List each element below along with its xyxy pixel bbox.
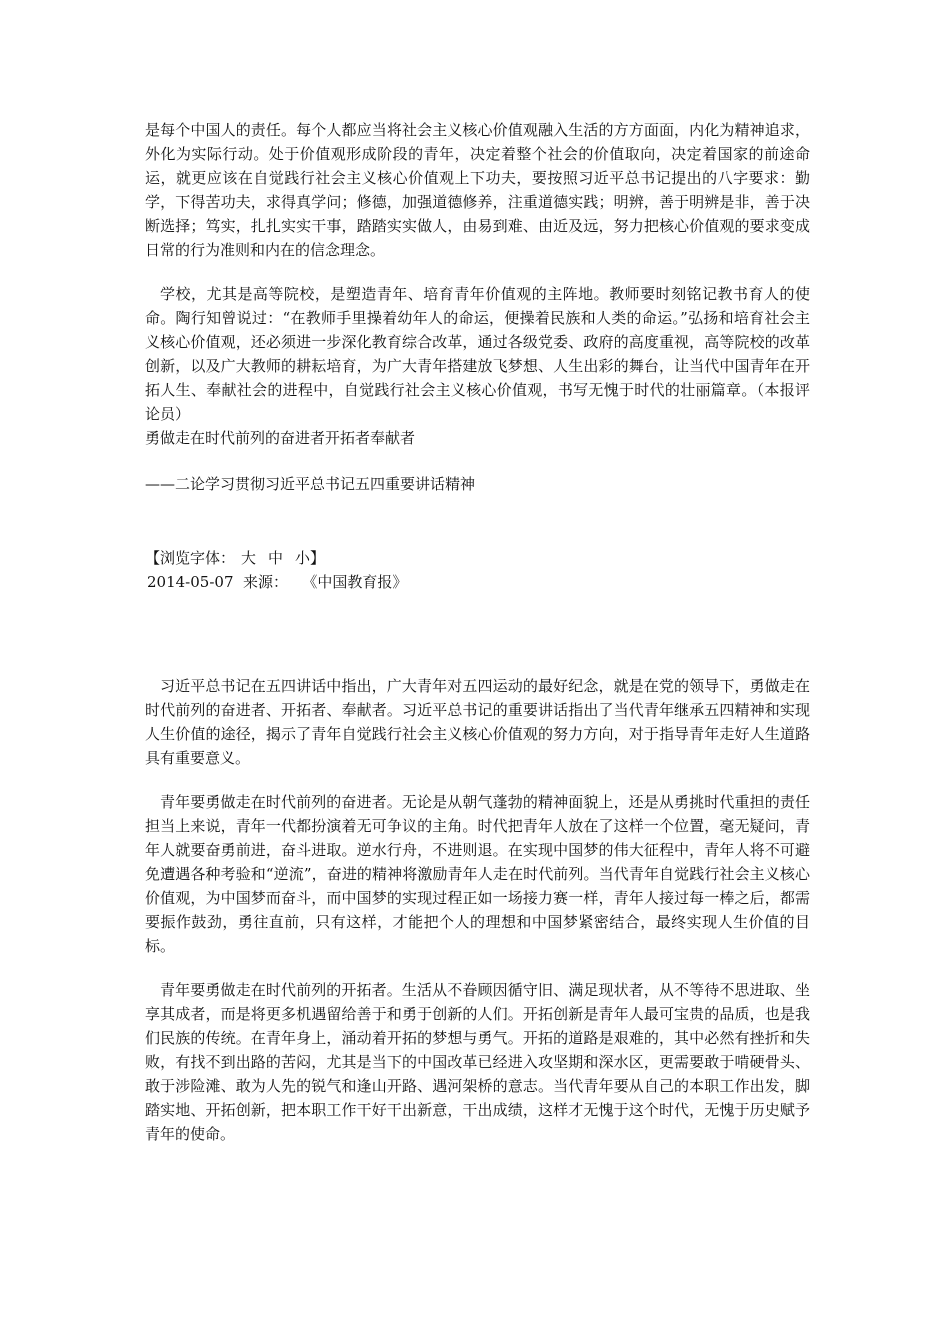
prev-paragraph-2: 学校，尤其是高等院校，是塑造青年、培育青年价值观的主阵地。教师要时刻铭记教书育人的使命。陶行知曾说过：“在教师手里操着幼年人的命运，便操着民族和人类的命运。”弘扬和培育社会主义核心价值观，还必须进一步深化教育综合改革，通过各级党委、政府的高度重视，高等院校的改革创新，以及广大教师的耕耘培育，为广大青年搭建放飞梦想、人生出彩的舞台，让当代中国青年在开拓人生、奉献社会的进程中，自觉践行社会主义核心价值观，书写无愧于时代的壮丽篇章。（本报评论员） xyxy=(145,285,810,423)
source-name: 《中国教育报》 xyxy=(302,573,408,591)
article-paragraph-1: 习近平总书记在五四讲话中指出，广大青年对五四运动的最好纪念，就是在党的领导下，勇做走在时代前列的奋进者、开拓者、奉献者。习近平总书记的重要讲话指出了当代青年继承五四精神和实现人生价值的途径，揭示了青年自觉践行社会主义核心价值观的努力方向，对于指导青年走好人生道路具有重要意义。 xyxy=(145,677,810,767)
article-paragraph-2: 青年要勇做走在时代前列的奋进者。无论是从朝气蓬勃的精神面貌上，还是从勇挑时代重担的责任担当上来说，青年一代都扮演着无可争议的主角。时代把青年人放在了这样一个位置，毫无疑问，青年人就要奋勇前进，奋斗进取。逆水行舟，不进则退。在实现中国梦的伟大征程中，青年人将不可避免遭遇各种考验和“逆流”，奋进的精神将激励青年人走在时代前列。当代青年自觉践行社会主义核心价值观，为中国梦而奋斗，而中国梦的实现过程正如一场接力赛一样，青年人接过每一棒之后，都需要振作鼓劲，勇往直前，只有这样，才能把个人的理想和中国梦紧密结合，最终实现人生价值的目标。 xyxy=(145,793,810,955)
font-medium-link[interactable]: 中 xyxy=(268,549,284,567)
publish-date: 2014-05-07 xyxy=(147,573,234,591)
spacer xyxy=(145,594,810,674)
article-subtitle: ——二论学习贯彻习近平总书记五四重要讲话精神 xyxy=(145,475,476,493)
source-label: 来源： xyxy=(243,573,289,591)
article-meta xyxy=(145,570,810,594)
font-size-label: 【浏览字体： xyxy=(145,549,236,567)
prev-paragraph-1: 是每个中国人的责任。每个人都应当将社会主义核心价值观融入生活的方方面面，内化为精神追求，外化为实际行动。处于价值观形成阶段的青年，决定着整个社会的价值取向，决定着国家的前途命运，就更应该在自觉践行社会主义核心价值观上下功夫，要按照习近平总书记提出的八字要求：勤学，下得苦功夫，求得真学问；修德，加强道德修养，注重道德实践；明辨，善于明辨是非，善于决断选择；笃实，扎扎实实干事，踏踏实实做人，由易到难、由近及远，努力把核心价值观的要求变成日常的行为准则和内在的信念理念。 xyxy=(145,121,810,259)
document-page xyxy=(145,118,810,1146)
article-paragraph-3: 青年要勇做走在时代前列的开拓者。生活从不眷顾因循守旧、满足现状者，从不等待不思进取、坐享其成者，而是将更多机遇留给善于和勇于创新的人们。开拓创新是青年人最可宝贵的品质，也是我们民族的传统。在青年身上，涌动着开拓的梦想与勇气。开拓的道路是艰难的，其中必然有挫折和失败，有找不到出路的苦闷，尤其是当下的中国改革已经进入攻坚期和深水区，更需要敢于啃硬骨头、敢于涉险滩、敢为人先的锐气和逢山开路、遇河架桥的意志。当代青年要从自己的本职工作出发，脚踏实地、开拓创新，把本职工作干好干出新意，干出成绩，这样才无愧于这个时代，无愧于历史赋予青年的使命。 xyxy=(145,981,810,1143)
font-size-selector xyxy=(145,546,810,570)
font-large-link[interactable]: 大 xyxy=(241,549,257,567)
article-title: 勇做走在时代前列的奋进者开拓者奉献者 xyxy=(145,429,416,447)
font-small-link[interactable]: 小】 xyxy=(295,549,326,567)
